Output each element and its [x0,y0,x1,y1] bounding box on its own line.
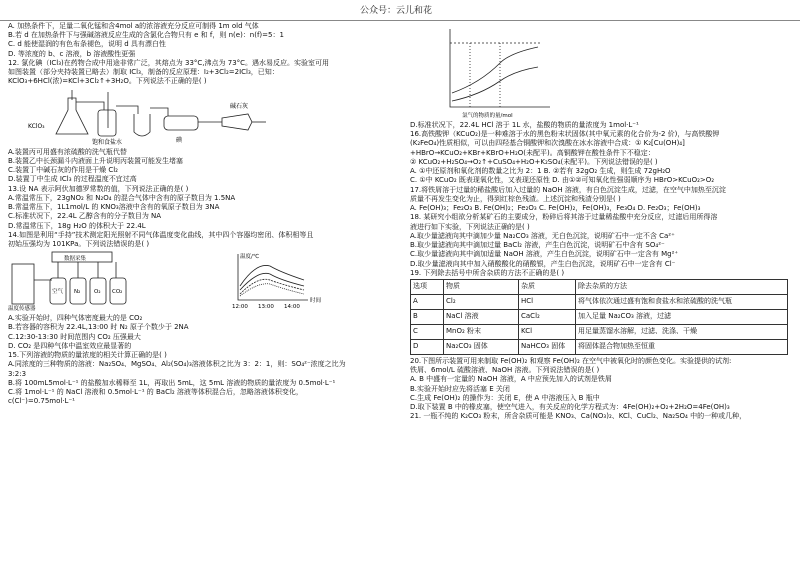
table-cell: HCl [519,294,576,309]
fig14-label-air: 空气 [52,289,64,296]
text-line: A. ①中还原剂和氧化剂的数量之比为 2：1 B. ②若有 32gO₂ 生成，则生成 72gH₂O [410,167,671,176]
table-row [411,294,788,309]
text-line: C.装置丁中碱石灰的作用是干燥 Cl₂ [8,166,118,175]
text-line: D.取少量滤液向其中加入硝酸酸化的硝酸银，产生白色沉淀，说明矿石中一定含有 Cl⁻ [410,259,676,268]
impurity-table [410,279,788,355]
fig12-label-iodine: 碘 [176,136,183,144]
fig14-label-data: 数据采集 [64,256,87,263]
text-line: (K₂FeO₄)性质相似，可以由四羟基合铜酸钾和次溴酸在冰水溶液中合成：① K₂[Cu(OH)₄] [410,139,685,148]
table-cell: 用足量蒸馏水溶解，过滤、洗涤、干燥 [576,324,788,339]
text-line: B.若 d 在加热条件下与强碱溶液反应生成的含氯化合物只有 e 和 f，则 n(e)：n(f)=5：1 [8,31,284,40]
text-line: 质量不再发生变化为止，得到红棕色残渣。上述沉淀和残渣分别是( ) [410,194,621,203]
text-line: C. d 能使湿润的有色布条褪色，说明 d 具有漂白性 [8,40,166,49]
table-cell: NaCl 溶液 [444,309,519,324]
text-line: 液进行如下实验，下列说法正确的是( ) [410,222,530,231]
chlorine-graph-figure [410,23,794,119]
fig14-label-n2: N₂ [74,289,81,296]
text-line: C.12:30-13:30 时间范围内 CO₂ 压强最大 [8,332,141,341]
text-line: c(Cl⁻)=0.75mol·L⁻¹ [8,397,75,406]
text-line: B.将 100mL5mol·L⁻¹ 的盐酸加水稀释至 1L，再取出 5mL，这 5mL 溶液的物质的量浓度为 0.5mol·L⁻¹ [8,378,336,387]
text-line: 16.高铁酸钾（KCuO₂)是一种难溶于水的黑色粉末状固体(其中氧元素的化合价为-2 价)，与高铁酸钾 [410,130,720,139]
table-cell: KCl [519,324,576,339]
text-line: B.装置乙中长颈漏斗内液面上升说明丙装置可能发生堵塞 [8,156,184,165]
text-line: A. B 中盛有一定量的 NaOH 溶液，A 中应预先加入的试剂是铁屑 [410,375,612,384]
text-line: 如图装置（部分夹持装置已略去）制取 ICl₃，制备的反应原理：I₂+3Cl₂=2ICl₃，已知： [8,68,279,77]
table-cell: Cl₂ [444,294,519,309]
table-row [411,324,788,339]
text-line: A.同浓度的三种物质的溶液：Na₂SO₄、MgSO₄、Al₂(SO₄)₃溶液体积之比为 3：2：1，则：SO₄²⁻浓度之比为 [8,360,346,369]
table-header-cell: 杂质 [519,279,576,294]
text-line: D.标准状况下，22.4L HCl 溶于 1L 水，盐酸的物质的量浓度为 1mol·L⁻¹ [410,121,639,129]
text-line: 15.下列溶液的物质的量浓度的相关计算正确的是( ) [8,351,167,360]
fig14-xtick: 13:00 [258,304,274,311]
table-cell: C [411,324,444,339]
text-line: D.装置丁中生成 ICl₃ 的过程温度不宜过高 [8,175,137,184]
text-line: 21. 一瓶不纯的 K₂CO₃ 粉末，所含杂质可能是 KNO₃、Ca(NO₃)₂、KCl、CuCl₂、Na₂SO₄ 中的一种或几种， [410,412,747,421]
apparatus-figure-12 [8,88,398,146]
text-line: A.常温常压下，23gNO₂ 和 N₂O₄ 的混合气体中含有的原子数目为 1.5NA [8,193,236,202]
temperature-figure-14 [8,250,398,312]
text-line: C.取少量滤液向其中滴加适量 NaOH 溶液，产生白色沉淀，说明矿石中一定含有 Mg²⁺ [410,250,679,259]
table-cell: NaHCO₃ 固体 [519,339,576,354]
table-header-cell: 除去杂质的方法 [576,279,788,294]
text-line: B.实验开始时应先将活塞 E 关闭 [410,384,510,393]
text-line: A. Fe(OH)₃；Fe₂O₃ B. Fe(OH)₂；Fe₂O₃ C. Fe(OH)₂，Fe(OH)₃，Fe₃O₄ D. Fe₂O₃；Fe(OH)₃ [410,204,701,213]
text-line: +HBrO→KCuO₂+KBr+KBrO+H₂O(未配平)。高铜酸钾在酸性条件下不稳定： [410,148,655,157]
fig14-xtick: 14:00 [284,304,300,311]
text-line: 20.下图所示装置可用来制取 Fe(OH)₂ 和观察 Fe(OH)₂ 在空气中被氧化时的颜色变化。实验提供的试剂: [410,356,732,365]
fig14-ylabel: 温度/℃ [240,254,260,261]
table-cell: Na₂CO₃ 固体 [444,339,519,354]
fig14-label-sensor: 温度传感器 [8,306,36,313]
fig14-label-o2: O₂ [94,289,101,296]
table-cell: B [411,309,444,324]
page-header [0,4,800,21]
text-line: D.常温常压下，18g H₂O 的体积大于 22.4L [8,221,146,230]
text-line: B.若容器的容积为 22.4L,13:00 时 N₂ 原子个数少于 2NA [8,323,189,332]
text-line: A.装置丙可用盛有浓硫酸的洗气瓶代替 [8,147,127,156]
text-line: 14.如图是利用“手持”技术测定阳光照射不同气体温度变化曲线，其中四个容器均密闭、体积相等且 [8,230,314,239]
text-line: 17.将铁屑溶于过量的稀盐酸后加入过量的 NaOH 溶液，有白色沉淀生成，过滤，在空气中加热至沉淀 [410,185,726,194]
fig14-label-co2: CO₂ [112,289,123,296]
table-header-row [411,279,788,294]
table-row [411,309,788,324]
table-cell: MnO₂ 粉末 [444,324,519,339]
fig14-xtick: 12:00 [232,304,248,311]
header-text: 公众号：云儿和花 [360,6,433,16]
text-line: D.取下装置 B 中的橡皮塞，使空气进入，有关反应的化学方程式为：4Fe(OH)₂+O₂+2H₂O=4Fe(OH)₃ [410,403,730,412]
text-line: C. ①中 KCuO₂ 既表现氧化性，又表现还原性 D. 由①②可知氧化性强弱顺序为 HBrO>KCuO₂>O₂ [410,176,715,185]
text-line: 初始压强均为 101KPa。下列说法错误的是( ) [8,239,150,248]
text-line: ② KCuO₂+H₂SO₄→O₂↑+CuSO₄+H₂O+K₂SO₄(未配平)。下列说法错误的是( ) [410,157,658,166]
fig12-label-brine: 饱和食盐水 [92,138,123,146]
text-line: 19. 下列除去括号中所含杂质的方法不正确的是( ) [410,268,565,277]
table-cell: 将气体依次通过盛有饱和食盐水和浓硫酸的洗气瓶 [576,294,788,309]
table-header-cell: 选项 [411,279,444,294]
left-column [8,22,398,562]
right-column [410,22,794,562]
text-line: 13.设 NA 表示阿伏加德罗常数的值，下列说法正确的是( ) [8,184,189,193]
table-cell: 加入足量 Na₂CO₃ 溶液，过滤 [576,309,788,324]
fig12-label-kclo3: KClO₃ [28,122,45,130]
text-line: D. 等浓度的 b、c 溶液，b 溶液酸性更强 [8,49,136,58]
fig-top-caption: 氯气的物质的量/mol [462,113,513,119]
text-line: D. CO₂ 是四种气体中温室效应最显著的 [8,341,132,350]
text-line: C.将 1mol·L⁻¹ 的 NaCl 溶液和 0.5mol·L⁻¹ 的 BaCl₂ 溶液等体积混合后，忽略溶液体积变化， [8,388,303,397]
text-line: 3:2:3 [8,369,27,378]
text-line: 铁屑、6mol/L 硫酸溶液、NaOH 溶液。下列说法错误的是( ) [410,366,600,375]
text-line: A. 加热条件下，足量二氧化锰和含4mol a的浓溶液充分反应可制得 1m old 气体 [8,22,259,30]
text-line: B.常温常压下，1L1mol/L 的 KNO₃溶液中含有的氧原子数目为 3NA [8,203,220,212]
table-header-cell: 物质 [444,279,519,294]
text-line: KClO₃+6HCl(浓)=KCl+3Cl₂↑+3H₂O。下列说法不正确的是( ) [8,77,207,86]
fig12-label-sodalime: 碱石灰 [230,102,249,110]
table-cell: A [411,294,444,309]
fig14-xlabel: 时间 [310,298,322,305]
text-line: C.标准状况下，22.4L 乙醇含有的分子数目为 NA [8,212,162,221]
table-cell: D [411,339,444,354]
table-row [411,339,788,354]
text-line: 12. 氯化碘（ICl₃)在药物合成中用途非常广泛，其熔点为 33°C,沸点为 73°C。遇水易反应。实验室可用 [8,58,330,67]
text-line: A.实验开始时，四种气体密度最大的是 CO₂ [8,314,143,323]
table-cell: CaCl₂ [519,309,576,324]
text-line: B.取少量滤液向其中滴加过量 BaCl₂ 溶液，产生白色沉淀，说明矿石中含有 SO₄²⁻ [410,241,665,250]
text-line: C.生成 Fe(OH)₂ 的操作为：关闭 E，使 A 中溶液压入 B 瓶中 [410,393,600,402]
table-cell: 将固体混合物加热至恒重 [576,339,788,354]
text-line: A.取少量滤液向其中滴加少量 Na₂CO₃ 溶液，无白色沉淀，说明矿石中一定不含 Ca²⁺ [410,231,675,240]
text-line: 18. 某研究小组欲分析某矿石的主要成分，粉碎后将其溶于过量稀盐酸中充分反应，过滤后用所得溶 [410,213,718,222]
